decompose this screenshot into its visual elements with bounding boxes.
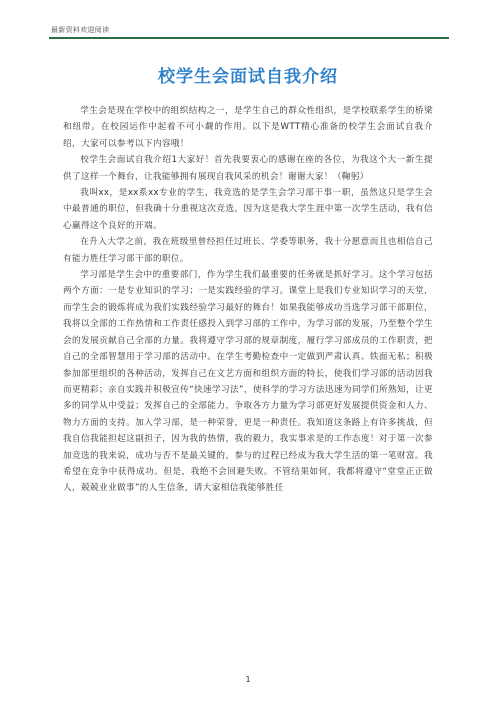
header-label: 最新资料欢迎阅读 <box>51 26 110 34</box>
document-body <box>63 103 433 497</box>
paragraph-study-department: 学习部是学生会中的重要部门，作为学生我们最重要的任务就是抓好学习。这个学习包括两个方面：一是专业知识的学习；一是实践经验的学习。课堂上是我们专业知识学习的天堂，而学生会的锻炼将成为我们实践经验学习最好的舞台！如果我能够成功当选学习部干部职位，我将以全部的工作热情和工作责任感投入到学习部的工作中，为学习部的发展，乃至整个学生会的发展贡献自己全部的力量。我将遵守学习部的规章制度，履行学习部成员的工作职责，把自己的全部智慧用于学习部的活动中。在学生考勤检查中一定做到严肃认真、铁面无私；积极参加部里组织的各种活动，发挥自己在文艺方面和组织方面的特长，使我们学习部的活动因我而更精彩；亲自实践并积极宣传“快速学习法”，使科学的学习方法迅速为同学们所熟知，让更多的同学从中受益；发挥自己的全部能力，争取各方力量为学习部更好发展提供资金和人力、物力方面的支持。加入学习部，是一种荣誉，更是一种责任。我知道这条路上有许多挑战，但我自信我能担起这副担子，因为我的热情，我的毅力，我实事求是的工作态度！对于第一次参加竞选的我来说，成功与否不是最关键的，参与的过程已经成为我大学生活的第一笔财富。我希望在竞争中获得成功。但是，我绝不会回避失败。不管结果如何，我都将遵守“堂堂正正做人，兢兢业业做事”的人生信条，请大家相信我能够胜任 <box>63 270 433 494</box>
paragraph-greeting: 校学生会面试自我介绍1大家好！首先我要衷心的感谢在座的各位，为我这个大一新生提供了这样一个舞台，让我能够拥有展现自我风采的机会！谢谢大家！（鞠躬） <box>63 155 433 182</box>
paragraph-self-intro: 我叫xx，是xx系xx专业的学生，我竞选的是学生会学习部干事一职，虽然这只是学生会中最普通的职位，但我确十分重视这次竞选，因为这是我大学生涯中第一次学生活动，我有信心赢得这个良好的开端。 <box>63 188 433 231</box>
page-number: 1 <box>245 675 251 684</box>
paragraph-experience: 在升入大学之前，我在班级里曾经担任过班长、学委等职务，我十分愿意而且也相信自己有能力胜任学习部干部的职位。 <box>63 237 433 264</box>
document-title: 校学生会面试自我介绍 <box>158 67 338 87</box>
header-divider <box>49 37 449 39</box>
paragraph-intro: 学生会是现在学校中的组织结构之一，是学生自己的群众性组织，是学校联系学生的桥梁和纽带。在校园运作中起着不可小觑的作用。以下是WTT精心准备的校学生会面试自我介绍，大家可以参考以下内容哦！ <box>63 106 433 149</box>
